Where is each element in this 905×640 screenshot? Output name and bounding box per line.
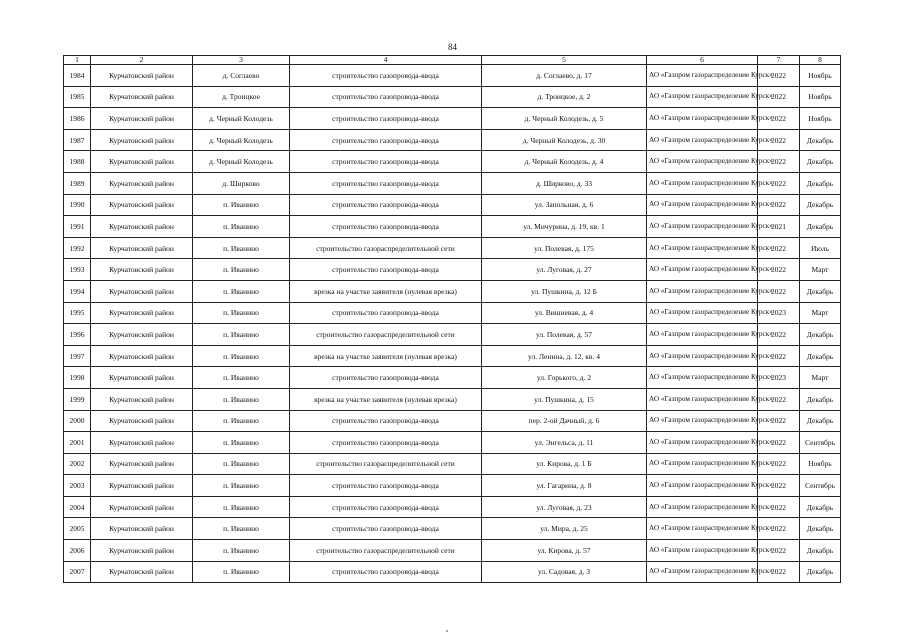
organization-cell: АО «Газпром газораспределение Курск» <box>647 432 758 454</box>
column-header-5: 5 <box>482 56 647 65</box>
row-number-cell: 1998 <box>64 367 91 389</box>
table-row <box>64 194 841 216</box>
address-cell: ул. Луговая, д. 27 <box>482 259 647 281</box>
column-header-4: 4 <box>290 56 482 65</box>
page-number: 84 <box>448 42 457 52</box>
month-cell: Ноябрь <box>800 86 841 108</box>
district-cell: Курчатовский район <box>91 108 193 130</box>
work-type-cell: строительство газопровода-ввода <box>290 129 482 151</box>
settlement-cell: п. Иванино <box>193 432 290 454</box>
row-number-cell: 2007 <box>64 561 91 583</box>
organization-cell: АО «Газпром газораспределение Курск» <box>647 302 758 324</box>
settlement-cell: п. Иванино <box>193 237 290 259</box>
table-row <box>64 475 841 497</box>
district-cell: Курчатовский район <box>91 302 193 324</box>
work-type-cell: врезка на участке заявителя (нулевая врезка) <box>290 280 482 302</box>
row-number-cell: 1996 <box>64 324 91 346</box>
table-row <box>64 540 841 562</box>
row-number-cell: 2002 <box>64 453 91 475</box>
row-number-cell: 1988 <box>64 151 91 173</box>
organization-cell: АО «Газпром газораспределение Курск» <box>647 86 758 108</box>
row-number-cell: 1987 <box>64 129 91 151</box>
work-type-cell: строительство газопровода-ввода <box>290 561 482 583</box>
table-row <box>64 302 841 324</box>
district-cell: Курчатовский район <box>91 172 193 194</box>
district-cell: Курчатовский район <box>91 259 193 281</box>
month-cell: Декабрь <box>800 518 841 540</box>
table-row <box>64 108 841 130</box>
district-cell: Курчатовский район <box>91 367 193 389</box>
work-type-cell: строительство газопровода-ввода <box>290 475 482 497</box>
month-cell: Ноябрь <box>800 453 841 475</box>
address-cell: ул. Кирова, д. 1 Б <box>482 453 647 475</box>
address-cell: ул. Горького, д. 2 <box>482 367 647 389</box>
table-row <box>64 367 841 389</box>
settlement-cell: п. Иванино <box>193 475 290 497</box>
row-number-cell: 2006 <box>64 540 91 562</box>
settlement-cell: п. Иванино <box>193 324 290 346</box>
settlement-cell: п. Иванино <box>193 540 290 562</box>
column-header-7: 7 <box>758 56 800 65</box>
year-cell: 2022 <box>758 496 800 518</box>
settlement-cell: д. Соглаево <box>193 65 290 87</box>
work-type-cell: врезка на участке заявителя (нулевая врезка) <box>290 388 482 410</box>
column-number-row <box>64 56 841 65</box>
district-cell: Курчатовский район <box>91 65 193 87</box>
address-cell: д. Черный Колодезь, д. 4 <box>482 151 647 173</box>
row-number-cell: 2001 <box>64 432 91 454</box>
address-cell: ул. Пушкина, д. 15 <box>482 388 647 410</box>
settlement-cell: п. Иванино <box>193 259 290 281</box>
work-type-cell: строительство газопровода-ввода <box>290 172 482 194</box>
year-cell: 2022 <box>758 324 800 346</box>
address-cell: ул. Ленина, д. 12, кв. 4 <box>482 345 647 367</box>
district-cell: Курчатовский район <box>91 129 193 151</box>
address-cell: ул. Энгельса, д. 11 <box>482 432 647 454</box>
column-header-8: 8 <box>800 56 841 65</box>
row-number-cell: 1994 <box>64 280 91 302</box>
year-cell: 2022 <box>758 108 800 130</box>
organization-cell: АО «Газпром газораспределение Курск» <box>647 237 758 259</box>
address-cell: д. Ширково, д. 33 <box>482 172 647 194</box>
column-header-3: 3 <box>193 56 290 65</box>
year-cell: 2022 <box>758 129 800 151</box>
table-row <box>64 432 841 454</box>
district-cell: Курчатовский район <box>91 496 193 518</box>
table-row <box>64 237 841 259</box>
table-row <box>64 280 841 302</box>
row-number-cell: 1990 <box>64 194 91 216</box>
settlement-cell: д. Черный Колодезь <box>193 108 290 130</box>
district-cell: Курчатовский район <box>91 432 193 454</box>
work-type-cell: строительство газораспределительной сети <box>290 540 482 562</box>
address-cell: пер. 2-ой Дачный, д. 6 <box>482 410 647 432</box>
month-cell: Сентябрь <box>800 475 841 497</box>
table-row <box>64 496 841 518</box>
table-row <box>64 172 841 194</box>
organization-cell: АО «Газпром газораспределение Курск» <box>647 151 758 173</box>
row-number-cell: 1999 <box>64 388 91 410</box>
address-cell: д. Черный Колодезь, д. 30 <box>482 129 647 151</box>
year-cell: 2022 <box>758 172 800 194</box>
organization-cell: АО «Газпром газораспределение Курск» <box>647 194 758 216</box>
organization-cell: АО «Газпром газораспределение Курск» <box>647 540 758 562</box>
organization-cell: АО «Газпром газораспределение Курск» <box>647 475 758 497</box>
organization-cell: АО «Газпром газораспределение Курск» <box>647 280 758 302</box>
column-header-6: 6 <box>647 56 758 65</box>
month-cell: Март <box>800 367 841 389</box>
month-cell: Ноябрь <box>800 108 841 130</box>
work-type-cell: строительство газопровода-ввода <box>290 496 482 518</box>
district-cell: Курчатовский район <box>91 453 193 475</box>
year-cell: 2022 <box>758 518 800 540</box>
work-type-cell: строительство газопровода-ввода <box>290 216 482 238</box>
month-cell: Март <box>800 302 841 324</box>
year-cell: 2022 <box>758 194 800 216</box>
settlement-cell: п. Иванино <box>193 561 290 583</box>
settlement-cell: п. Иванино <box>193 280 290 302</box>
settlement-cell: д. Черный Колодезь <box>193 129 290 151</box>
settlement-cell: п. Иванино <box>193 302 290 324</box>
row-number-cell: 2004 <box>64 496 91 518</box>
work-type-cell: строительство газораспределительной сети <box>290 453 482 475</box>
month-cell: Декабрь <box>800 324 841 346</box>
year-cell: 2022 <box>758 259 800 281</box>
year-cell: 2022 <box>758 65 800 87</box>
settlement-cell: п. Иванино <box>193 453 290 475</box>
organization-cell: АО «Газпром газораспределение Курск» <box>647 453 758 475</box>
district-cell: Курчатовский район <box>91 475 193 497</box>
address-cell: ул. Полевая, д. 57 <box>482 324 647 346</box>
month-cell: Ноябрь <box>800 65 841 87</box>
row-number-cell: 1997 <box>64 345 91 367</box>
district-cell: Курчатовский район <box>91 410 193 432</box>
work-type-cell: строительство газопровода-ввода <box>290 65 482 87</box>
work-type-cell: строительство газопровода-ввода <box>290 410 482 432</box>
row-number-cell: 1992 <box>64 237 91 259</box>
month-cell: Декабрь <box>800 388 841 410</box>
month-cell: Декабрь <box>800 280 841 302</box>
address-cell: ул. Кирова, д. 57 <box>482 540 647 562</box>
row-number-cell: 1995 <box>64 302 91 324</box>
year-cell: 2023 <box>758 302 800 324</box>
month-cell: Декабрь <box>800 496 841 518</box>
settlement-cell: п. Иванино <box>193 388 290 410</box>
address-cell: ул. Вишневая, д. 4 <box>482 302 647 324</box>
address-cell: ул. Мичурина, д. 19, кв. 1 <box>482 216 647 238</box>
settlement-cell: д. Черный Колодезь <box>193 151 290 173</box>
table-row <box>64 65 841 87</box>
organization-cell: АО «Газпром газораспределение Курск» <box>647 324 758 346</box>
row-number-cell: 1985 <box>64 86 91 108</box>
address-cell: ул. Гагарина, д. 8 <box>482 475 647 497</box>
organization-cell: АО «Газпром газораспределение Курск» <box>647 561 758 583</box>
district-cell: Курчатовский район <box>91 540 193 562</box>
year-cell: 2022 <box>758 410 800 432</box>
table-row <box>64 259 841 281</box>
organization-cell: АО «Газпром газораспределение Курск» <box>647 388 758 410</box>
address-cell: ул. Луговая, д. 23 <box>482 496 647 518</box>
table-body <box>64 65 841 583</box>
work-type-cell: строительство газопровода-ввода <box>290 259 482 281</box>
work-type-cell: строительство газопровода-ввода <box>290 194 482 216</box>
address-cell: ул. Полевая, д. 175 <box>482 237 647 259</box>
district-cell: Курчатовский район <box>91 86 193 108</box>
work-type-cell: строительство газопровода-ввода <box>290 367 482 389</box>
district-cell: Курчатовский район <box>91 151 193 173</box>
work-type-cell: строительство газораспределительной сети <box>290 237 482 259</box>
year-cell: 2022 <box>758 388 800 410</box>
work-type-cell: строительство газопровода-ввода <box>290 151 482 173</box>
gas-connection-table <box>63 55 841 583</box>
table-row <box>64 86 841 108</box>
district-cell: Курчатовский район <box>91 561 193 583</box>
work-type-cell: строительство газопровода-ввода <box>290 432 482 454</box>
month-cell: Декабрь <box>800 151 841 173</box>
organization-cell: АО «Газпром газораспределение Курск» <box>647 367 758 389</box>
year-cell: 2022 <box>758 432 800 454</box>
month-cell: Декабрь <box>800 216 841 238</box>
row-number-cell: 1989 <box>64 172 91 194</box>
year-cell: 2022 <box>758 561 800 583</box>
organization-cell: АО «Газпром газораспределение Курск» <box>647 172 758 194</box>
settlement-cell: п. Иванино <box>193 410 290 432</box>
organization-cell: АО «Газпром газораспределение Курск» <box>647 410 758 432</box>
year-cell: 2022 <box>758 453 800 475</box>
settlement-cell: п. Иванино <box>193 518 290 540</box>
table-row <box>64 410 841 432</box>
work-type-cell: строительство газораспределительной сети <box>290 324 482 346</box>
year-cell: 2022 <box>758 475 800 497</box>
row-number-cell: 2005 <box>64 518 91 540</box>
row-number-cell: 2003 <box>64 475 91 497</box>
address-cell: ул. Мира, д. 25 <box>482 518 647 540</box>
month-cell: Декабрь <box>800 410 841 432</box>
year-cell: 2023 <box>758 367 800 389</box>
row-number-cell: 1993 <box>64 259 91 281</box>
work-type-cell: строительство газопровода-ввода <box>290 108 482 130</box>
work-type-cell: врезка на участке заявителя (нулевая врезка) <box>290 345 482 367</box>
month-cell: Декабрь <box>800 172 841 194</box>
year-cell: 2022 <box>758 237 800 259</box>
address-cell: д. Троицкое, д. 2 <box>482 86 647 108</box>
month-cell: Июль <box>800 237 841 259</box>
year-cell: 2022 <box>758 280 800 302</box>
address-cell: ул. Пушкина, д. 12 Б <box>482 280 647 302</box>
row-number-cell: 1986 <box>64 108 91 130</box>
organization-cell: АО «Газпром газораспределение Курск» <box>647 345 758 367</box>
month-cell: Сентябрь <box>800 432 841 454</box>
district-cell: Курчатовский район <box>91 237 193 259</box>
table-row <box>64 129 841 151</box>
district-cell: Курчатовский район <box>91 194 193 216</box>
table-row <box>64 561 841 583</box>
settlement-cell: п. Иванино <box>193 367 290 389</box>
organization-cell: АО «Газпром газораспределение Курск» <box>647 65 758 87</box>
year-cell: 2021 <box>758 216 800 238</box>
month-cell: Декабрь <box>800 345 841 367</box>
year-cell: 2022 <box>758 540 800 562</box>
row-number-cell: 2000 <box>64 410 91 432</box>
work-type-cell: строительство газопровода-ввода <box>290 86 482 108</box>
settlement-cell: д. Троицкое <box>193 86 290 108</box>
district-cell: Курчатовский район <box>91 280 193 302</box>
settlement-cell: п. Иванино <box>193 194 290 216</box>
district-cell: Курчатовский район <box>91 388 193 410</box>
table-row <box>64 518 841 540</box>
table-row <box>64 388 841 410</box>
column-header-1: 1 <box>64 56 91 65</box>
settlement-cell: д. Ширково <box>193 172 290 194</box>
work-type-cell: строительство газопровода-ввода <box>290 302 482 324</box>
scan-speck <box>446 630 448 632</box>
work-type-cell: строительство газопровода-ввода <box>290 518 482 540</box>
organization-cell: АО «Газпром газораспределение Курск» <box>647 216 758 238</box>
district-cell: Курчатовский район <box>91 345 193 367</box>
settlement-cell: п. Иванино <box>193 496 290 518</box>
settlement-cell: п. Иванино <box>193 216 290 238</box>
table-row <box>64 453 841 475</box>
organization-cell: АО «Газпром газораспределение Курск» <box>647 259 758 281</box>
table-row <box>64 324 841 346</box>
year-cell: 2022 <box>758 151 800 173</box>
organization-cell: АО «Газпром газораспределение Курск» <box>647 496 758 518</box>
table-row <box>64 216 841 238</box>
row-number-cell: 1984 <box>64 65 91 87</box>
address-cell: д. Соглаево, д. 17 <box>482 65 647 87</box>
year-cell: 2022 <box>758 345 800 367</box>
organization-cell: АО «Газпром газораспределение Курск» <box>647 108 758 130</box>
month-cell: Декабрь <box>800 129 841 151</box>
month-cell: Март <box>800 259 841 281</box>
address-cell: д. Черный Колодезь, д. 5 <box>482 108 647 130</box>
address-cell: ул. Садовая, д. 3 <box>482 561 647 583</box>
year-cell: 2022 <box>758 86 800 108</box>
table-row <box>64 151 841 173</box>
month-cell: Декабрь <box>800 540 841 562</box>
column-header-2: 2 <box>91 56 193 65</box>
organization-cell: АО «Газпром газораспределение Курск» <box>647 518 758 540</box>
organization-cell: АО «Газпром газораспределение Курск» <box>647 129 758 151</box>
district-cell: Курчатовский район <box>91 518 193 540</box>
row-number-cell: 1991 <box>64 216 91 238</box>
district-cell: Курчатовский район <box>91 324 193 346</box>
district-cell: Курчатовский район <box>91 216 193 238</box>
month-cell: Декабрь <box>800 561 841 583</box>
month-cell: Декабрь <box>800 194 841 216</box>
settlement-cell: п. Иванино <box>193 345 290 367</box>
table-row <box>64 345 841 367</box>
address-cell: ул. Запольная, д. 6 <box>482 194 647 216</box>
